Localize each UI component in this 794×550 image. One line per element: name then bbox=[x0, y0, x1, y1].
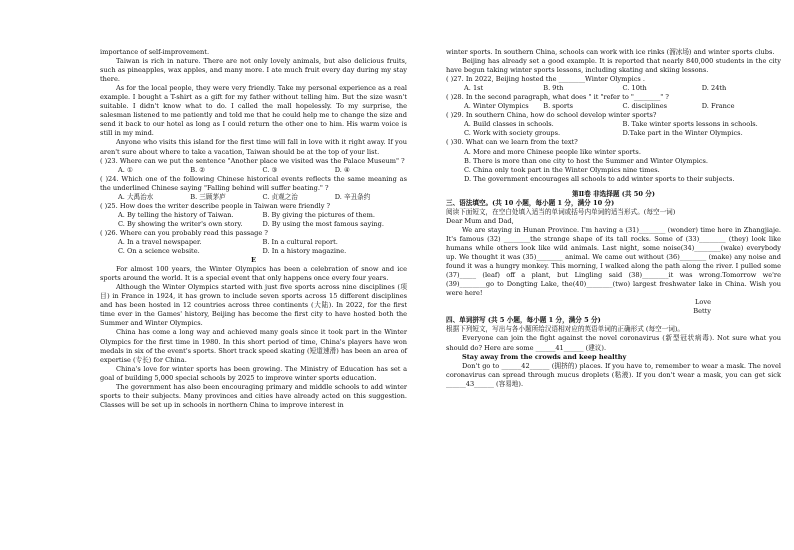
option: B. By giving the pictures of them. bbox=[262, 210, 375, 219]
letter-greeting: Dear Mum and Dad, bbox=[446, 216, 514, 225]
option: C. On a science website. bbox=[118, 247, 200, 256]
option: C. China only took part in the Winter Olympics nine times. bbox=[464, 165, 660, 174]
option: D. The government encourages all schools to add winter sports to their subjects. bbox=[464, 174, 735, 183]
question-28: ( )28. In the second paragraph, what does " it "refer to "________" ? bbox=[446, 93, 669, 102]
paragraph: Beijing has already set a good example. It is reported that nearly 840,000 students in the city have begun taking winter sports lessons, including skating and skiing lessons. bbox=[446, 57, 781, 75]
question-30: ( )30. What can we learn from the text? bbox=[446, 138, 578, 147]
option: A. By telling the history of Taiwan. bbox=[118, 210, 234, 219]
option: B. There is more than one city to host the Summer and Winter Olympics. bbox=[464, 156, 709, 165]
options-23 bbox=[100, 166, 407, 175]
options-28 bbox=[446, 102, 781, 111]
right-column bbox=[446, 48, 781, 389]
paragraph: Everyone can join the fight against the novel coronavirus (新型冠状病毒). Not sure what you should do? Here are some ______41______ (建议). bbox=[446, 334, 781, 352]
paragraph: importance of self-improvement. bbox=[100, 48, 210, 56]
paragraph: The government has also been encouraging primary and middle schools to add winter sports to their subjects. Many provinces and cities have already acted on this suggestion. Classes will be set up in schools in northern China to improve interest in bbox=[100, 382, 407, 409]
option: D. By using the most famous saying. bbox=[262, 219, 384, 228]
option: C. 10th bbox=[622, 84, 647, 93]
option: A. ① bbox=[118, 165, 133, 174]
option: D.Take part in the Winter Olympics. bbox=[622, 129, 743, 138]
question-29: ( )29. In southern China, how do school develop winter sports? bbox=[446, 111, 657, 120]
option: B. Take winter sports lessons in schools. bbox=[622, 120, 758, 129]
paragraph: Don't go to ______42______ (拥挤的) places. If you have to, remember to wear a mask. The novel coronavirus can spread through mucus droplets (粘液). If you don't wear a mask, you can get sick ______43______ (容易地). bbox=[446, 361, 781, 388]
paragraph: For almost 100 years, the Winter Olympics has been a celebration of snow and ice sports around the world. It is a special event that only happens once every four years. bbox=[100, 265, 407, 283]
options-24 bbox=[100, 193, 407, 202]
option: A. 1st bbox=[464, 84, 484, 93]
part-title: 第Ⅱ卷 非选择题 (共 50 分) bbox=[572, 189, 655, 198]
option: D. In a history magazine. bbox=[262, 247, 347, 256]
left-column bbox=[100, 48, 407, 410]
paragraph: As for the local people, they were very friendly. Take my personal experience as a real example. I bought a T-shirt as a gift for my father without telling him. But the size wasn't suitable. I didn't know what to do. I called the mall hopelessly. To my surprise, the salesman listened to me patiently and told me that he could help me to change the size and send it back to our hotel as long as I could return the other one to him. His warm voice is still in my mind. bbox=[100, 84, 407, 138]
paragraph: Although the Winter Olympics started with just five sports across nine disciplines (项目) in France in 1924, it has grown to include seven sports across 15 different disciplines and has been hosted in 12 countries across three continents (大陆). In 2022, for the first time ever in the Games' history, Beijing has become the first city to have hosted both the Summer and Winter Olympics. bbox=[100, 283, 407, 328]
options-29 bbox=[446, 129, 781, 138]
options-25 bbox=[100, 220, 407, 229]
letter-signature: Betty bbox=[693, 307, 711, 316]
option: C. 贞观之治 bbox=[262, 192, 298, 201]
option: C. Work with society groups. bbox=[464, 129, 561, 138]
option: A. In a travel newspaper. bbox=[118, 237, 202, 246]
question-26: ( )26. Where can you probably read this passage ? bbox=[100, 228, 268, 237]
option: B. 9th bbox=[543, 84, 564, 93]
option: D. 24th bbox=[701, 84, 727, 93]
option: A. Build classes in schools. bbox=[464, 120, 554, 129]
option: B. In a cultural report. bbox=[262, 237, 338, 246]
option: D. 辛丑条约 bbox=[334, 192, 371, 201]
letter-body: We are staying in Hunan Province. I'm having a (31)________ (wonder) time here in Zhangjiaje. It's famous (32) ________the strange shape of its tall rocks. Some of (33)________ (they) look like humans while others look like wild animals. Last night, some noise(34)________(wake) everybody up. We thought it was (35)________ animal. We came out without (36)________ (make) any noise and found it was a hungry monkey. This morning, I walked along the path along the river. I pulled some (37)_____ (leaf) off a plant, but Lingling said (38)________it was wrong.Tomorrow we're (39)________go to Dongting Lake, the(40)________(two) largest freshwater lake in China. Wish you were here! bbox=[446, 225, 781, 298]
options-29 bbox=[446, 120, 781, 129]
option: D. France bbox=[701, 102, 735, 111]
option: B. sports bbox=[543, 102, 574, 111]
paragraph: Taiwan is rich in nature. There are not only lovely animals, but also delicious fruits, such as pineapples, wax apples, and many more. I ate much fruit every day during my stay there. bbox=[100, 57, 407, 84]
question-24: ( )24. Which one of the following Chinese historical events reflects the same meaning as the underlined Chinese saying "Falling behind will suffer beating." ? bbox=[100, 174, 407, 192]
option: A. More and more Chinese people like winter sports. bbox=[464, 147, 641, 156]
letter-sign-off: Love bbox=[695, 298, 711, 307]
passage-label: E bbox=[250, 256, 257, 265]
options-26 bbox=[100, 247, 407, 256]
section-title: 三、语法填空。(共 10 小题，每小题 1 分，满分 10 分) bbox=[446, 198, 615, 207]
section-instruction: 根据下列短文，写出与各小题所给汉语相对应的英语单词的正确形式 (每空一词)。 bbox=[446, 325, 685, 334]
paragraph: China's love for winter sports has been growing. The Ministry of Education has set a goal of building 5,000 special schools by 2025 to improve winter sports education. bbox=[100, 364, 407, 382]
options-25 bbox=[100, 211, 407, 220]
paragraph: China has come a long way and achieved many goals since it took part in the Winter Olympics for the first time in 1980. In this short period of time, China's players have won medals in six of the event's sports. Short track speed skating (短道速滑) has been an area of expertise (专长) for China. bbox=[100, 328, 407, 364]
option: D. ④ bbox=[334, 165, 350, 174]
paragraph: Anyone who visits this island for the first time will fall in love with it right away. If you aren't sure about where to take a vacation, Taiwan should be at the top of your list. bbox=[100, 138, 407, 156]
question-25: ( )25. How does the writer describe people in Taiwan were friendly ? bbox=[100, 201, 331, 210]
option: C. By showing the writer's own story. bbox=[118, 219, 243, 228]
paragraph: winter sports. In southern China, schools can work with ice rinks (溜冰场) and winter sports clubs. bbox=[446, 48, 775, 56]
option: C. disciplines bbox=[622, 102, 667, 111]
option: B. ② bbox=[190, 165, 206, 174]
options-27 bbox=[446, 84, 781, 93]
option: C. ③ bbox=[262, 165, 278, 174]
paragraph-heading: Stay away from the crowds and keep healthy bbox=[462, 352, 627, 361]
option: B. 三顾茅庐 bbox=[190, 192, 226, 201]
section-title: 四、单词拼写 (共 5 小题，每小题 1 分，满分 5 分) bbox=[446, 316, 601, 325]
question-27: ( )27. In 2022, Beijing hosted the ________Winter Olympics . bbox=[446, 75, 645, 84]
section-instruction: 阅读下面短文，在空白处填入适当的单词或括号内单词的适当形式。(每空一词) bbox=[446, 207, 676, 216]
option: A. 大禹治水 bbox=[118, 192, 154, 201]
option: A. Winter Olympics bbox=[464, 102, 529, 111]
options-26 bbox=[100, 238, 407, 247]
question-23: ( )23. Where can we put the sentence "Another place we visited was the Palace Museum" ? bbox=[100, 156, 405, 165]
